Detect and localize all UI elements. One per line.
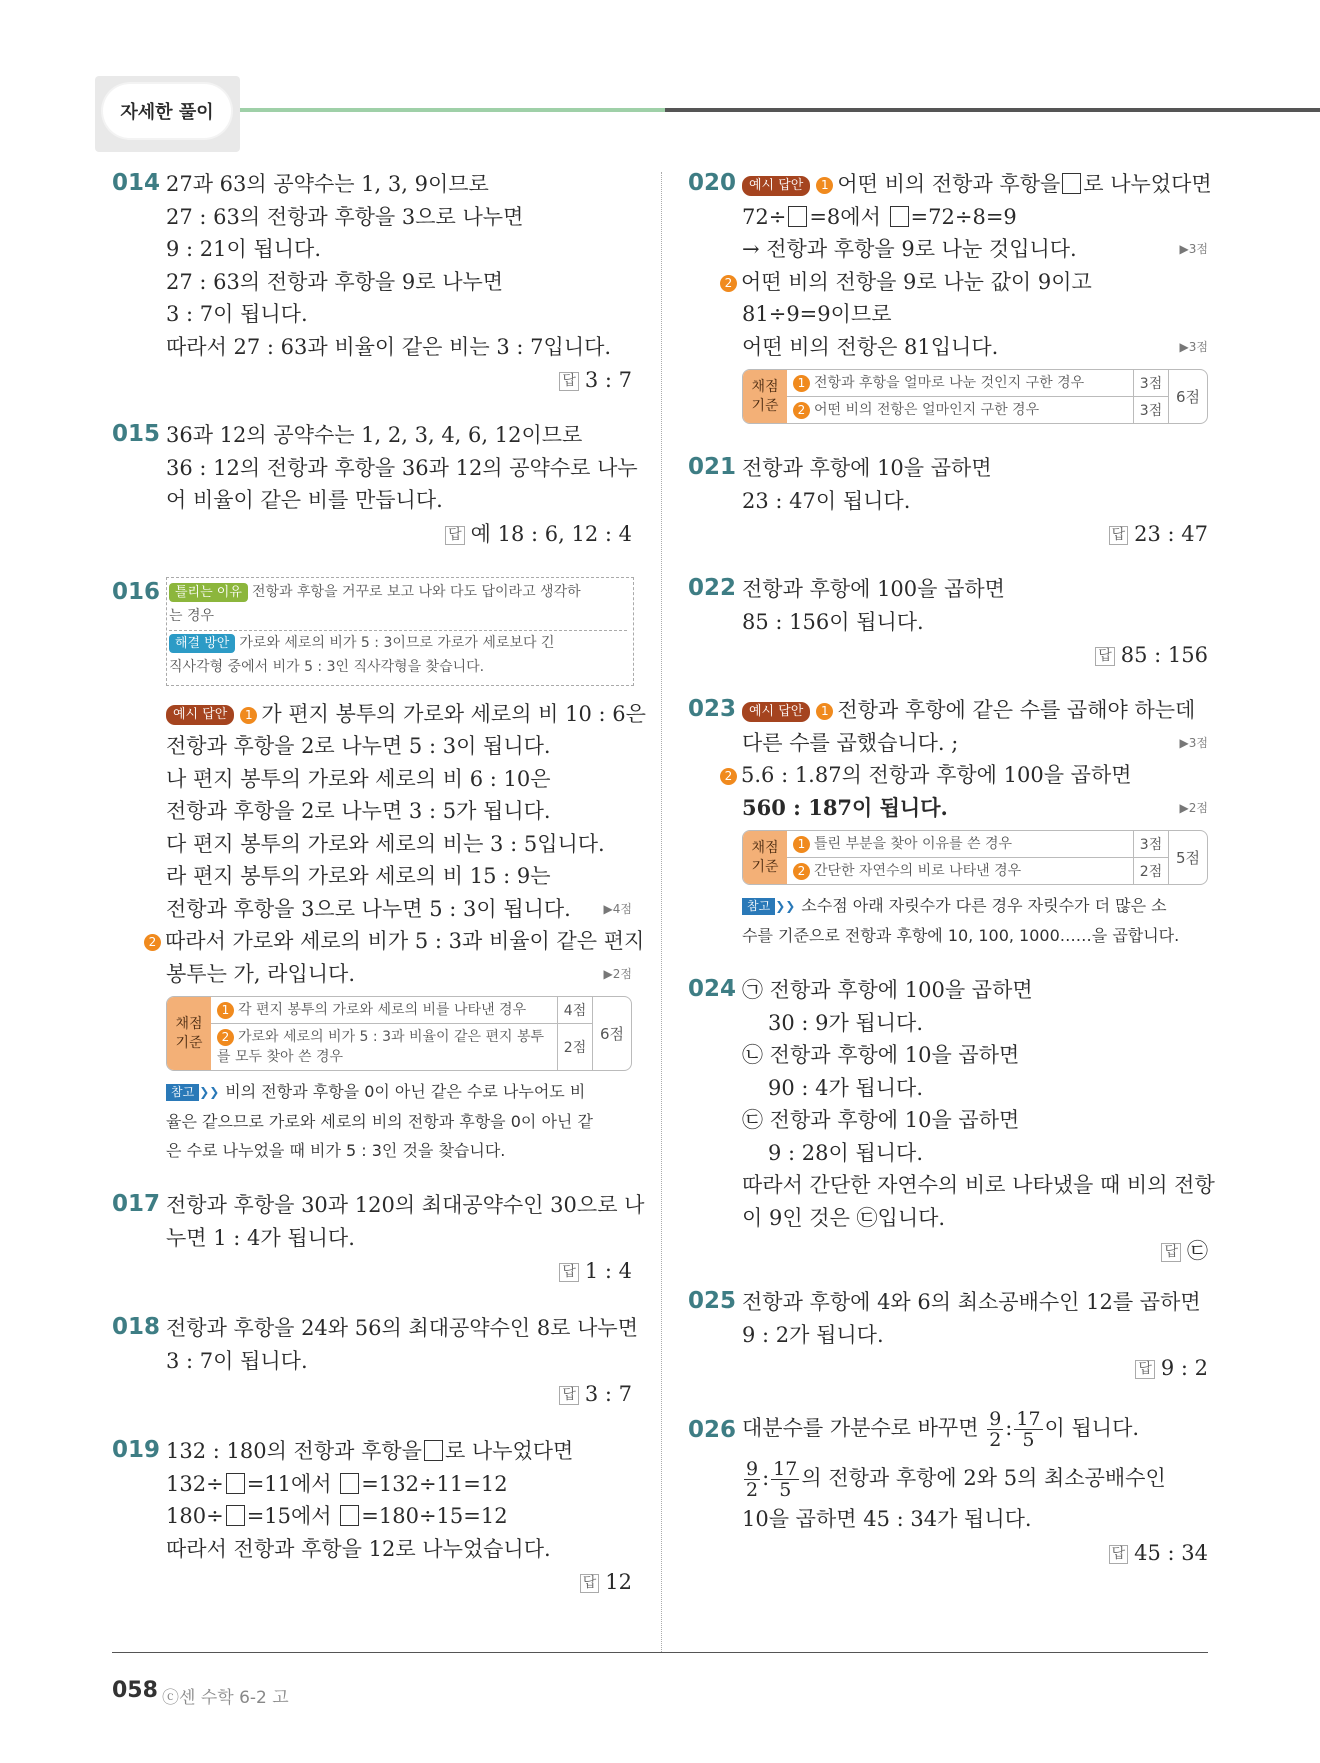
answer-label: 답 (1095, 647, 1115, 666)
answer-label: 답 (559, 372, 579, 391)
header-rule-green (240, 108, 665, 112)
line: 3 : 7이 됩니다. (166, 1348, 308, 1373)
wrong-reason-tag: 틀리는 이유 (169, 583, 248, 602)
answer-value: ㉢ (1187, 1239, 1208, 1263)
blank-box (226, 1473, 245, 1494)
problem-number: 024 (688, 976, 737, 1002)
line: 다른 수를 곱했습니다. ; (742, 730, 959, 755)
answer-label: 답 (559, 1263, 579, 1282)
line: 따라서 27 : 63과 비율이 같은 비는 3 : 7입니다. (166, 334, 612, 359)
answer (742, 519, 1208, 549)
line: 36 : 12의 전항과 후항을 36과 12의 공약수로 나누 (166, 455, 638, 480)
criteria-text: 어떤 비의 전항은 얼마인지 구한 경우 (814, 402, 1040, 418)
problem-number: 019 (112, 1437, 161, 1463)
problem-026: 026 대분수를 가분수로 바꾸면 $\frac{9}{2}$ : $\frac{17}{5}$ 이 됩니다. $\frac{9}{2}$ : $\frac{17}{5}$ 의 전항과 후항에 2와 5의 최소공배수인 10을 곱하면 45 : 34가 됩니다. 답 45 : 34 (688, 1403, 1208, 1568)
example-answer-badge: 예시 답안 (742, 702, 810, 722)
points: ▶3점 (1179, 339, 1208, 354)
fraction: $\frac{17}{5}$ (1016, 1408, 1041, 1451)
line: 9 : 21이 됩니다. (166, 237, 322, 261)
answer (742, 1353, 1208, 1383)
criteria-text: 틀린 부분을 찾아 이유를 쓴 경우 (814, 836, 1013, 852)
blank-box (340, 1505, 359, 1526)
step-1-marker: 1 (816, 177, 833, 194)
column-divider (661, 172, 662, 1652)
line: ㉢ 전항과 후항에 10을 곱하면 (742, 1108, 1020, 1132)
criteria-score: 4점 (557, 997, 592, 1023)
problem-number: 021 (688, 454, 737, 480)
header-logo-text: 자세한 풀이 (120, 102, 214, 123)
line: 전항과 후항에 10을 곱하면 (742, 456, 992, 480)
problem-023 (688, 694, 1208, 950)
problem-024 (688, 974, 1215, 1266)
answer-value: 3 : 7 (584, 1382, 632, 1406)
answer-value: 23 : 47 (1134, 522, 1208, 546)
criteria-text: 가로와 세로의 비가 5 : 3과 비율이 같은 편지 봉투를 모두 찾아 쓴 경우 (217, 1029, 545, 1065)
problem-020: 020 예시 답안 1 어떤 비의 전항과 후항을 로 나누었다면 72÷ =8에서 =72÷8=9 → 전항과 후항을 9로 나눈 것입니다. ▶3점 2 어떤 비의 전항을 9로 나눈 값이 9이고 81÷9=9이므로 어떤 비의 전항은 81입니다. ▶3점 채점 기준 1 전항과 후항을 얼마로 나눈 것인지 구한 경우 3점 2 어떤 비의 전항은 얼마인지 구한 경우 3점 6점 (688, 168, 1208, 424)
solution-tag: 해결 방안 (169, 634, 235, 653)
problem-016 (112, 577, 646, 1166)
line: 이 9인 것은 ㉢입니다. (742, 1205, 946, 1230)
hint-text: 전항과 후항을 거꾸로 보고 나와 다도 답이라고 생각하 (251, 583, 581, 600)
line: 어떤 비의 전항은 81입니다. (742, 334, 999, 359)
answer-label: 답 (1109, 1545, 1129, 1564)
criteria-label: 채점 기준 (743, 831, 787, 884)
line: 전항과 후항을 2로 나누면 5 : 3이 됩니다. (166, 734, 551, 758)
line: 90 : 4가 됩니다. (768, 1075, 924, 1100)
fraction: $\frac{17}{5}$ (773, 1458, 798, 1501)
line: 36과 12의 공약수는 1, 2, 3, 4, 6, 12이므로 (166, 423, 583, 447)
step-2-marker: 2 (720, 275, 737, 292)
blank-box (424, 1440, 443, 1461)
problem-021 (688, 452, 1208, 549)
answer (166, 365, 632, 395)
line: → 전항과 후항을 9로 나눈 것입니다. (742, 237, 1077, 261)
problem-number: 014 (112, 170, 161, 196)
fraction: $\frac{9}{2}$ (746, 1458, 759, 1501)
grading-criteria (742, 830, 1208, 885)
example-answer-badge: 예시 답안 (166, 705, 234, 725)
book-title: ⓒ센 수학 6-2 고 (162, 1688, 289, 1708)
criteria-score: 3점 (1133, 370, 1168, 396)
problem-number: 023 (688, 696, 737, 722)
line: 전항과 후항을 24와 56의 최대공약수인 8로 나누면 (166, 1316, 639, 1340)
answer-value: 3 : 7 (584, 368, 632, 392)
criteria-text: 간단한 자연수의 비로 나타낸 경우 (814, 863, 1022, 879)
criteria-1-marker: 1 (793, 836, 810, 853)
line: 전항과 후항을 3으로 나누면 5 : 3이 됩니다. (166, 896, 571, 921)
criteria-2-marker: 2 (793, 402, 810, 419)
line: 봉투는 가, 라입니다. (166, 961, 355, 986)
criteria-2-marker: 2 (217, 1029, 234, 1046)
answer-label: 답 (1135, 1360, 1155, 1379)
points: ▶4점 (603, 901, 632, 916)
answer (166, 1379, 632, 1409)
line: 전항과 후항을 30과 120의 최대공약수인 30으로 나 (166, 1193, 645, 1217)
answer-value: 예 18 : 6, 12 : 4 (470, 521, 632, 546)
problem-number: 022 (688, 575, 737, 601)
answer (742, 640, 1208, 670)
problem-014 (112, 168, 632, 395)
answer-label: 답 (1109, 526, 1129, 545)
problem-number: 020 (688, 170, 737, 196)
line: 누면 1 : 4가 됩니다. (166, 1225, 355, 1250)
criteria-1-marker: 1 (217, 1002, 234, 1019)
criteria-total: 5점 (1168, 831, 1207, 884)
line: 따라서 전항과 후항을 12로 나누었습니다. (166, 1536, 551, 1561)
arrow-icon: ❯❯ (199, 1085, 220, 1099)
problem-019: 019 132 : 180의 전항과 후항을 로 나누었다면 132÷ =11에서 =132÷11=12 180÷ =15에서 =180÷15=12 따라서 전항과 후항을 12로 나누었습니다. 답 12 (112, 1435, 632, 1597)
arrow-icon: ❯❯ (775, 899, 796, 913)
problem-017 (112, 1189, 645, 1286)
line: 27 : 63의 전항과 후항을 3으로 나누면 (166, 204, 524, 229)
line: 다 편지 봉투의 가로와 세로의 비는 3 : 5입니다. (166, 831, 605, 856)
answer (166, 1567, 632, 1597)
criteria-2-marker: 2 (793, 863, 810, 880)
answer (166, 519, 632, 549)
problem-number: 026 (688, 1417, 737, 1443)
blank-box (226, 1505, 245, 1526)
line: 23 : 47이 됩니다. (742, 488, 911, 513)
answer-value: 12 (605, 1570, 632, 1594)
hint-box (166, 577, 634, 686)
criteria-total: 6점 (1168, 370, 1207, 423)
header-logo (95, 76, 240, 152)
line: 5.6 : 1.87의 전항과 후항에 100을 곱하면 (741, 763, 1132, 787)
answer-value: 9 : 2 (1160, 1356, 1208, 1380)
points: ▶2점 (1179, 800, 1208, 815)
problem-022 (688, 573, 1208, 670)
line: ㉡ 전항과 후항에 10을 곱하면 (742, 1043, 1020, 1067)
grading-criteria (742, 369, 1208, 424)
step-1-marker: 1 (240, 707, 257, 724)
criteria-text: 각 편지 봉투의 가로와 세로의 비를 나타낸 경우 (238, 1002, 527, 1018)
hint-text: 직사각형 중에서 비가 5 : 3인 직사각형을 찾습니다. (169, 658, 485, 675)
line: 27 : 63의 전항과 후항을 9로 나누면 (166, 269, 504, 294)
line: 따라서 간단한 자연수의 비로 나타냈을 때 비의 전항 (742, 1173, 1215, 1197)
answer (742, 1236, 1208, 1266)
criteria-score: 2점 (557, 1024, 592, 1070)
blank-box (340, 1473, 359, 1494)
example-answer-badge: 예시 답안 (742, 176, 810, 196)
line: 라 편지 봉투의 가로와 세로의 비 15 : 9는 (166, 864, 551, 888)
problem-number: 018 (112, 1314, 161, 1340)
line: 어떤 비의 전항을 9로 나눈 값이 9이고 (741, 269, 1092, 294)
grading-criteria (166, 996, 632, 1071)
reference-note: 참고 ❯❯ 비의 전항과 후항을 0이 아닌 같은 수로 나누어도 비 율은 같으므로 가로와 세로의 비의 전항과 후항을 0이 아닌 같 은 수로 나누었을 때 비가 5 : 3인 것을 찾습니다. (166, 1082, 593, 1160)
line: 전항과 후항에 100을 곱하면 (742, 577, 1005, 601)
line: 9 : 2가 됩니다. (742, 1322, 884, 1347)
answer-value: 1 : 4 (584, 1259, 632, 1283)
header-logo-cloud (103, 84, 231, 138)
problem-number: 015 (112, 421, 161, 447)
answer-label: 답 (1161, 1243, 1181, 1262)
reference-note: 참고 ❯❯ 소수점 아래 자릿수가 다른 경우 자릿수가 더 많은 소 수를 기준으로 전항과 후항에 10, 100, 1000……을 곱합니다. (742, 896, 1180, 945)
points: ▶3점 (1179, 242, 1208, 256)
answer (742, 1538, 1208, 1568)
problem-number: 025 (688, 1288, 737, 1314)
criteria-score: 2점 (1133, 858, 1168, 884)
problem-015 (112, 419, 638, 549)
line: 81÷9=9이므로 (742, 302, 892, 326)
criteria-text: 전항과 후항을 얼마로 나눈 것인지 구한 경우 (814, 375, 1085, 391)
points: ▶2점 (603, 966, 632, 981)
right-column (688, 168, 1215, 1568)
problem-025 (688, 1286, 1208, 1383)
step-1-marker: 1 (816, 703, 833, 720)
line: ㉠ 전항과 후항에 100을 곱하면 (742, 978, 1033, 1002)
blank-box (890, 206, 909, 227)
problem-number: 017 (112, 1191, 161, 1217)
line: 9 : 28이 됩니다. (768, 1140, 924, 1165)
step-2-marker: 2 (720, 768, 737, 785)
criteria-label: 채점 기준 (167, 997, 211, 1070)
reference-tag: 참고 (166, 1084, 199, 1101)
page-number: 058 (112, 1678, 158, 1703)
answer-value: 85 : 156 (1120, 643, 1208, 667)
line: 85 : 156이 됩니다. (742, 609, 924, 634)
criteria-score: 3점 (1133, 831, 1168, 857)
criteria-total: 6점 (592, 997, 631, 1070)
line: 전항과 후항을 2로 나누면 3 : 5가 됩니다. (166, 799, 551, 823)
blank-box (1062, 173, 1081, 194)
problem-number: 016 (112, 578, 161, 605)
reference-tag: 참고 (742, 898, 775, 915)
answer-label: 답 (445, 526, 465, 545)
answer-label: 답 (559, 1386, 579, 1405)
footer-rule (112, 1652, 1208, 1653)
answer-label: 답 (580, 1574, 600, 1593)
line: 따라서 가로와 세로의 비가 5 : 3과 비율이 같은 편지 (165, 929, 645, 953)
hint-text: 는 경우 (169, 604, 627, 631)
line: 전항과 후항에 같은 수를 곱해야 하는데 (837, 698, 1196, 722)
line: 전항과 후항에 4와 6의 최소공배수인 12를 곱하면 (742, 1290, 1201, 1314)
criteria-score: 3점 (1133, 397, 1168, 423)
line: 나 편지 봉투의 가로와 세로의 비 6 : 10은 (166, 766, 551, 791)
line: 어 비율이 같은 비를 만듭니다. (166, 488, 443, 512)
line: 30 : 9가 됩니다. (768, 1010, 924, 1035)
criteria-label: 채점 기준 (743, 370, 787, 423)
step-2-marker: 2 (144, 934, 161, 951)
line: 가 편지 봉투의 가로와 세로의 비 10 : 6은 (261, 701, 646, 726)
answer (166, 1256, 632, 1286)
fraction: $\frac{9}{2}$ (989, 1408, 1002, 1451)
blank-box (788, 206, 807, 227)
header-rule-dark (665, 108, 1320, 112)
criteria-1-marker: 1 (793, 375, 810, 392)
problem-018 (112, 1312, 639, 1409)
line: 27과 63의 공약수는 1, 3, 9이므로 (166, 172, 489, 196)
points: ▶3점 (1179, 735, 1208, 750)
left-column (112, 168, 646, 1597)
line: 10을 곱하면 45 : 34가 됩니다. (742, 1507, 1032, 1531)
answer-value: 45 : 34 (1134, 1540, 1208, 1565)
line: 3 : 7이 됩니다. (166, 302, 308, 326)
line: 560 : 187이 됩니다. (742, 794, 948, 820)
hint-text: 가로와 세로의 비가 5 : 3이므로 가로가 세로보다 긴 (239, 634, 555, 651)
